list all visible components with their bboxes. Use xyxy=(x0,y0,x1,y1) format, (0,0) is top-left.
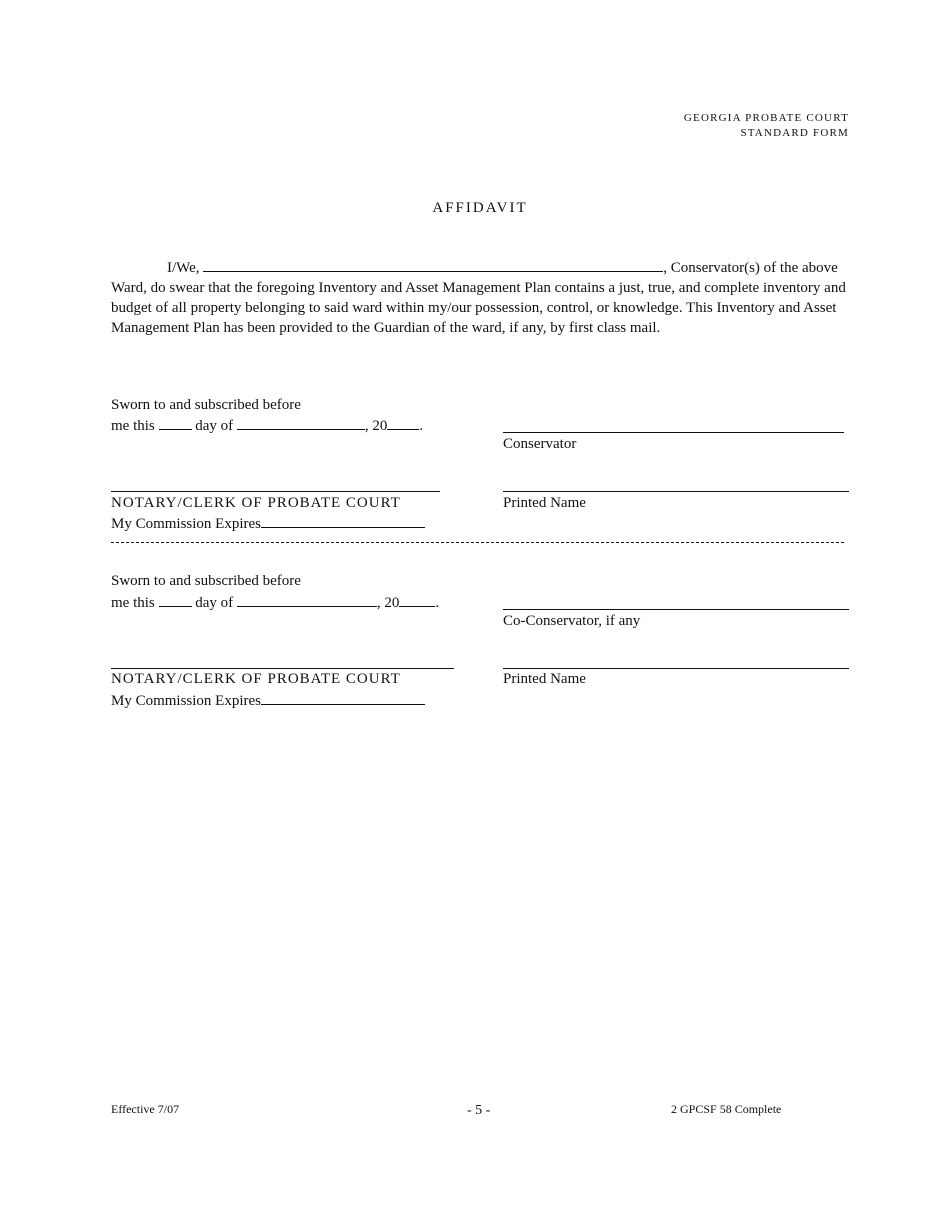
commission-label-2: My Commission Expires xyxy=(111,693,262,709)
period-1: . xyxy=(419,418,424,434)
commission-field-2[interactable] xyxy=(261,690,425,705)
co-conservator-label: Co-Conservator, if any xyxy=(503,613,641,629)
date-line-2 xyxy=(111,592,439,613)
year-prefix-2: , 20 xyxy=(376,595,400,611)
co-conservator-signature-line[interactable] xyxy=(503,609,849,610)
statement-text: , Conservator(s) of the above Ward, do swear that the foregoing Inventory and Asset Management Plan contains a just, true, and complete inventory and budget of all property belonging to said ward within my/our possession, control, or knowledge. This Inventory and Asset Management Plan has been provided to the Guardian of the ward, if any, by first class mail. xyxy=(111,260,846,336)
conservator-signature-line[interactable] xyxy=(503,432,844,433)
conservator-names-field[interactable] xyxy=(203,257,663,272)
me-this-label-2: me this xyxy=(111,595,155,611)
month-field-2[interactable] xyxy=(237,592,377,607)
section-divider xyxy=(111,542,844,543)
court-name: GEORGIA PROBATE COURT xyxy=(683,112,849,124)
printed-name-line-1[interactable] xyxy=(503,491,849,492)
page-title: AFFIDAVIT xyxy=(432,200,528,216)
year-prefix-1: , 20 xyxy=(364,418,388,434)
commission-line-1 xyxy=(111,513,425,534)
printed-name-label-1: Printed Name xyxy=(503,495,586,511)
month-field-1[interactable] xyxy=(237,415,365,430)
day-of-label-1: day of xyxy=(195,418,234,434)
effective-date: Effective 7/07 xyxy=(111,1102,180,1116)
sworn-line-2: Sworn to and subscribed before xyxy=(111,573,301,589)
day-of-label-2: day of xyxy=(195,595,234,611)
page-number: - 5 - xyxy=(467,1103,491,1118)
conservator-label: Conservator xyxy=(503,436,577,452)
date-line-1 xyxy=(111,415,423,436)
sworn-line-1: Sworn to and subscribed before xyxy=(111,397,301,413)
printed-name-label-2: Printed Name xyxy=(503,671,586,687)
period-2: . xyxy=(435,595,440,611)
me-this-label-1: me this xyxy=(111,418,155,434)
notary-label-2: NOTARY/CLERK OF PROBATE COURT xyxy=(111,671,401,687)
form-type: STANDARD FORM xyxy=(740,127,849,139)
day-field-1[interactable] xyxy=(159,415,192,430)
court-header xyxy=(684,111,849,141)
commission-line-2 xyxy=(111,690,425,711)
affidavit-statement xyxy=(111,257,851,338)
notary-signature-line-1[interactable] xyxy=(111,491,440,492)
day-field-2[interactable] xyxy=(159,592,192,607)
statement-intro: I/We, xyxy=(167,260,200,276)
year-field-2[interactable] xyxy=(399,592,435,607)
form-id: 2 GPCSF 58 Complete xyxy=(671,1102,782,1116)
notary-label-1: NOTARY/CLERK OF PROBATE COURT xyxy=(111,495,401,511)
commission-field-1[interactable] xyxy=(261,513,425,528)
year-field-1[interactable] xyxy=(387,415,419,430)
commission-label-1: My Commission Expires xyxy=(111,516,262,532)
